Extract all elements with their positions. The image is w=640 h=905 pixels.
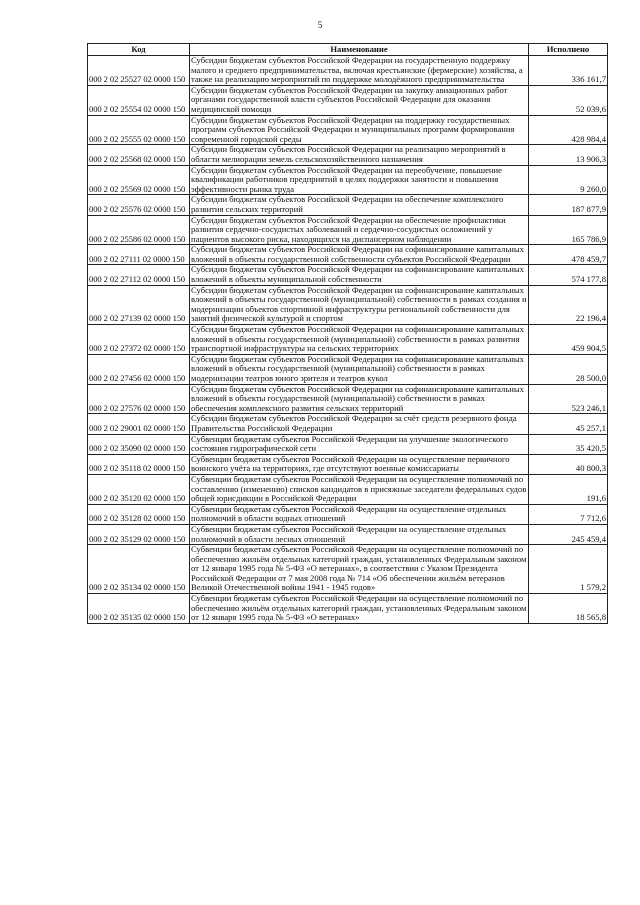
- name-cell: Субвенции бюджетам субъектов Российской Федерации на осуществление отдельных полномочий в области лесных отношений: [190, 524, 529, 544]
- table-row: [88, 165, 608, 195]
- table-row: [88, 384, 608, 414]
- code-cell: 000 2 02 25576 02 0000 150: [88, 195, 190, 215]
- table-row: [88, 145, 608, 165]
- amount-cell: 18 565,8: [529, 594, 608, 624]
- table-body: [88, 56, 608, 624]
- amount-cell: 523 246,1: [529, 384, 608, 414]
- table-row: [88, 265, 608, 285]
- code-cell: 000 2 02 29001 02 0000 150: [88, 414, 190, 434]
- page-number: 5: [317, 20, 323, 30]
- name-cell: Субсидии бюджетам субъектов Российской Федерации на поддержку государственных программ субъектов Российской Федерации и муниципальных программ формирования современной городской среды: [190, 115, 529, 145]
- amount-cell: 165 786,9: [529, 215, 608, 245]
- code-cell: 000 2 02 27139 02 0000 150: [88, 285, 190, 324]
- code-cell: 000 2 02 25586 02 0000 150: [88, 215, 190, 245]
- amount-cell: 245 459,4: [529, 524, 608, 544]
- table-row: [88, 354, 608, 384]
- name-cell: Субсидии бюджетам субъектов Российской Федерации на софинансирование капитальных вложений в объекты государственной (муниципальной) собственности в рамках модернизации театров юного зрителя и театров кукол: [190, 354, 529, 384]
- name-cell: Субсидии бюджетам субъектов Российской Федерации на софинансирование капитальных вложений в объекты муниципальной собственности: [190, 265, 529, 285]
- name-cell: Субвенции бюджетам субъектов Российской Федерации на осуществление полномочий по составлению (изменению) списков кандидатов в присяжные заседатели федеральных судов общей юрисдикции в Российской Федерации: [190, 474, 529, 504]
- name-cell: Субсидии бюджетам субъектов Российской Федерации на софинансирование капитальных вложений в объекты государственной (муниципальной) собственности в рамках создания и модернизации объектов спортивной инфраструктуры региональной собственности для занятий физической культурой и спортом: [191, 284, 527, 324]
- name-cell: Субсидии бюджетам субъектов Российской Федерации на переобучение, повышение квалификации работников предприятий в целях поддержки занятости и повышения эффективности рынка труда: [190, 165, 529, 195]
- name-cell: Субсидии бюджетам субъектов Российской Федерации на софинансирование капитальных вложений в объекты государственной (муниципальной) собственности в рамках обеспечения комплексного развития сельских территорий: [190, 384, 529, 414]
- code-cell: 000 2 02 25554 02 0000 150: [88, 85, 190, 115]
- code-cell: 000 2 02 35090 02 0000 150: [88, 434, 190, 454]
- amount-cell: 35 420,5: [529, 434, 608, 454]
- code-cell: 000 2 02 27111 02 0000 150: [88, 245, 190, 265]
- code-cell: 000 2 02 27372 02 0000 150: [88, 325, 190, 355]
- code-cell: 000 2 02 27112 02 0000 150: [88, 265, 190, 285]
- amount-cell: 428 984,4: [529, 115, 608, 145]
- code-cell: 000 2 02 35135 02 0000 150: [88, 594, 190, 624]
- amount-cell: 45 257,1: [529, 414, 608, 434]
- code-cell: 000 2 02 27456 02 0000 150: [88, 354, 190, 384]
- code-cell: 000 2 02 27576 02 0000 150: [88, 384, 190, 414]
- code-cell: 000 2 02 25555 02 0000 150: [88, 115, 190, 145]
- name-cell: Субсидии бюджетам субъектов Российской Федерации за счёт средств резервного фонда Правительства Российской Федерации: [190, 414, 529, 434]
- amount-cell: 336 161,7: [529, 56, 608, 86]
- amount-cell: 1 579,2: [529, 545, 608, 594]
- code-cell: 000 2 02 35128 02 0000 150: [88, 504, 190, 524]
- table-row: [88, 524, 608, 544]
- amount-cell: 13 906,3: [529, 145, 608, 165]
- amount-cell: 459 904,5: [529, 325, 608, 355]
- table-row: [88, 115, 608, 145]
- name-cell: Субвенции бюджетам субъектов Российской Федерации на улучшение экологического состояния гидрографической сети: [190, 434, 529, 454]
- table-row: [88, 454, 608, 474]
- table-row: [88, 325, 608, 355]
- code-cell: 000 2 02 35134 02 0000 150: [88, 545, 190, 594]
- amount-cell: 191,6: [529, 474, 608, 504]
- name-cell: Субсидии бюджетам субъектов Российской Федерации на софинансирование капитальных вложений в объекты государственной собственности субъектов Российской Федерации: [190, 245, 529, 265]
- code-cell: 000 2 02 25527 02 0000 150: [88, 56, 190, 86]
- table-row: [88, 414, 608, 434]
- name-cell: Субсидии бюджетам субъектов Российской Федерации на реализацию мероприятий в области мелиорации земель сельскохозяйственного назначения: [190, 145, 529, 165]
- table-row: [88, 85, 608, 115]
- table-row: [88, 545, 608, 594]
- amount-cell: 52 039,6: [529, 85, 608, 115]
- amount-cell: 9 260,0: [529, 165, 608, 195]
- amount-cell: 187 877,9: [529, 195, 608, 215]
- table-header-row: [88, 44, 608, 56]
- table-row: [88, 195, 608, 215]
- amount-cell: 478 459,7: [529, 245, 608, 265]
- amount-cell: 28 500,0: [529, 354, 608, 384]
- table-row: [88, 434, 608, 454]
- name-cell: Субсидии бюджетам субъектов Российской Федерации на софинансирование капитальных вложений в объекты государственной (муниципальной) собственности в рамках развития транспортной инфраструктуры на сельских территориях: [190, 325, 529, 355]
- table-row: [88, 504, 608, 524]
- name-cell: Субсидии бюджетам субъектов Российской Федерации на обеспечение профилактики развития сердечно-сосудистых заболеваний и сердечно-сосудистых осложнений у пациентов высокого риска, находящихся на диспансерном наблюдении: [190, 215, 529, 245]
- name-cell: Субвенции бюджетам субъектов Российской Федерации на осуществление первичного воинского учёта на территориях, где отсутствуют военные комиссариаты: [190, 454, 529, 474]
- amount-cell: 40 800,3: [529, 454, 608, 474]
- budget-execution-table: [87, 43, 608, 624]
- header-amount: Исполнено: [529, 44, 608, 56]
- amount-cell: 574 177,8: [529, 265, 608, 285]
- name-cell: Субвенции бюджетам субъектов Российской Федерации на осуществление полномочий по обеспечению жильём отдельных категорий граждан, установленных Федеральным законом от 12 января 1995 года № 5-ФЗ «О ветеранах»: [190, 594, 529, 624]
- table-row: [88, 215, 608, 245]
- code-cell: 000 2 02 25568 02 0000 150: [88, 145, 190, 165]
- code-cell: 000 2 02 35129 02 0000 150: [88, 524, 190, 544]
- amount-cell: 7 712,6: [529, 504, 608, 524]
- name-cell: Субсидии бюджетам субъектов Российской Федерации на государственную поддержку малого и среднего предпринимательства, включая крестьянские (фермерские) хозяйства, а также на реализацию мероприятий по поддержке молодёжного предпринимательства: [190, 56, 529, 86]
- table-row: [88, 474, 608, 504]
- code-cell: 000 2 02 25569 02 0000 150: [88, 165, 190, 195]
- header-name: Наименование: [190, 44, 529, 56]
- header-code: Код: [88, 44, 190, 56]
- table-row: [88, 56, 608, 86]
- code-cell: 000 2 02 35120 02 0000 150: [88, 474, 190, 504]
- table-row: [88, 594, 608, 624]
- name-cell: Субсидии бюджетам субъектов Российской Федерации на закупку авиационных работ органами государственной власти субъектов Российской Федерации для оказания медицинской помощи: [190, 85, 529, 115]
- name-cell: Субвенции бюджетам субъектов Российской Федерации на осуществление полномочий по обеспечению жильём отдельных категорий граждан, установленных Федеральным законом от 12 января 1995 года № 5-ФЗ «О ветеранах», в соответствии с Указом Президента Российской Федерации от 7 мая 2008 года № 714 «Об обеспечении жильём ветеранов Великой Отечественной войны 1941 - 1945 годов»: [190, 545, 529, 594]
- table-row: [88, 285, 608, 324]
- name-cell: Субвенции бюджетам субъектов Российской Федерации на осуществление отдельных полномочий в области водных отношений: [190, 504, 529, 524]
- amount-cell: 22 196,4: [529, 285, 608, 324]
- code-cell: 000 2 02 35118 02 0000 150: [88, 454, 190, 474]
- name-cell: Субсидии бюджетам субъектов Российской Федерации на обеспечение комплексного развития сельских территорий: [190, 195, 529, 215]
- table-row: [88, 245, 608, 265]
